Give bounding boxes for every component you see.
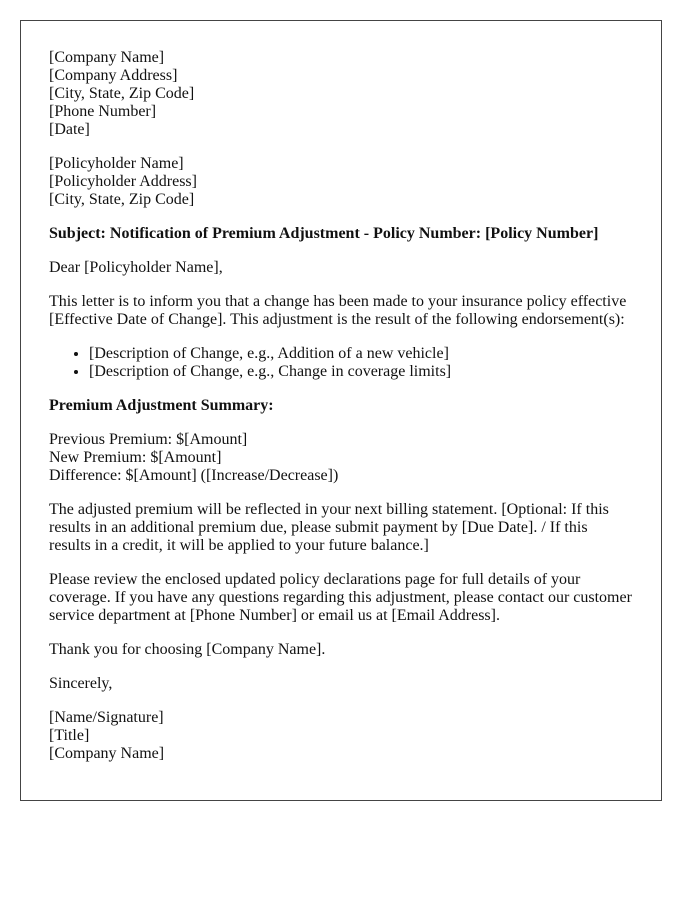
new-premium: New Premium: $[Amount] bbox=[49, 449, 222, 466]
intro-paragraph: This letter is to inform you that a change has been made to your insurance policy effective [Effective Date of Change]. This adjustment is the result of the following endorsement(s): bbox=[49, 293, 627, 328]
letter bbox=[20, 20, 662, 801]
summary-heading: Premium Adjustment Summary: bbox=[49, 397, 274, 414]
change-item: • [Description of Change, e.g., Change in coverage limits] bbox=[89, 363, 632, 381]
changes-list bbox=[49, 345, 632, 381]
previous-premium: Previous Premium: $[Amount] bbox=[49, 431, 248, 448]
premium-difference: Difference: $[Amount] ([Increase/Decrease]) bbox=[49, 467, 339, 484]
sender-address bbox=[49, 49, 632, 139]
billing-paragraph: The adjusted premium will be reflected in your next billing statement. [Optional: If this results in an additional premium due, please submit payment by [Due Date]. / If this results in a credit, it will be applied to your future balance.] bbox=[49, 501, 609, 554]
recipient-address bbox=[49, 155, 632, 209]
premium-summary bbox=[49, 431, 632, 485]
signature-company: [Company Name] bbox=[49, 745, 165, 762]
recipient-line: [Policyholder Address] bbox=[49, 173, 197, 190]
sender-line: [Phone Number] bbox=[49, 103, 157, 120]
salutation: Dear [Policyholder Name], bbox=[49, 259, 223, 276]
recipient-line: [City, State, Zip Code] bbox=[49, 191, 195, 208]
date-line: [Date] bbox=[49, 121, 90, 138]
recipient-line: [Policyholder Name] bbox=[49, 155, 184, 172]
thanks-line: Thank you for choosing [Company Name]. bbox=[49, 641, 326, 658]
change-item: • [Description of Change, e.g., Addition of a new vehicle] bbox=[89, 345, 632, 363]
signature-title: [Title] bbox=[49, 727, 90, 744]
closing-line: Sincerely, bbox=[49, 675, 113, 692]
subject-line: Subject: Notification of Premium Adjustment - Policy Number: [Policy Number] bbox=[49, 225, 599, 242]
sender-line: [Company Name] bbox=[49, 49, 165, 66]
sender-line: [Company Address] bbox=[49, 67, 178, 84]
signature-name: [Name/Signature] bbox=[49, 709, 164, 726]
signature-block bbox=[49, 709, 632, 763]
sender-line: [City, State, Zip Code] bbox=[49, 85, 195, 102]
review-paragraph: Please review the enclosed updated policy declarations page for full details of your coverage. If you have any questions regarding this adjustment, please contact our customer service department at [Phone Number] or email us at [Email Address]. bbox=[49, 571, 632, 624]
